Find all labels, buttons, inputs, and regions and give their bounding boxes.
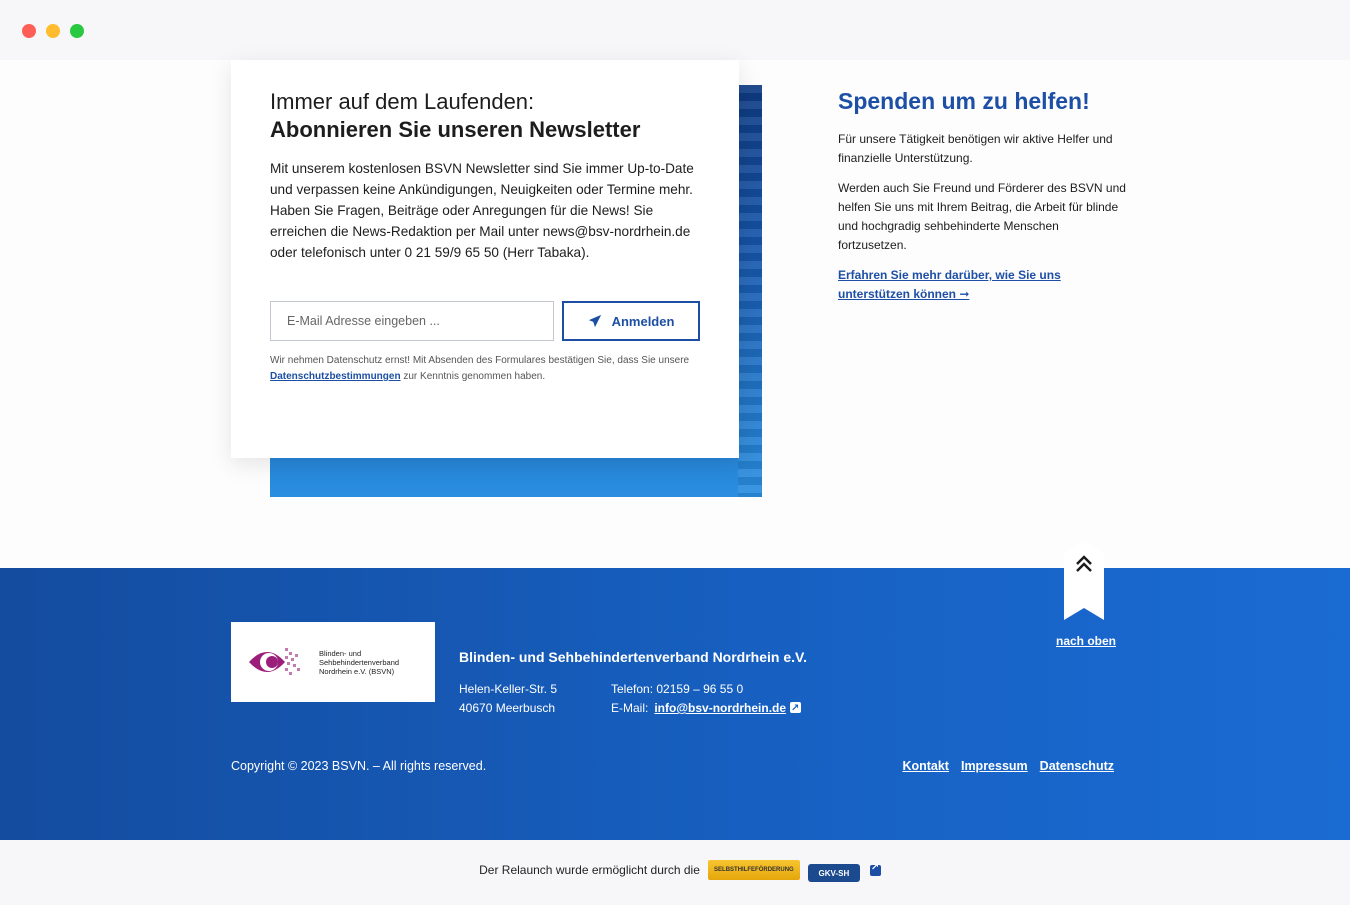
- footer-email-link[interactable]: info@bsv-nordrhein.de: [654, 701, 787, 715]
- newsletter-title: Abonnieren Sie unseren Newsletter: [270, 117, 641, 142]
- email-label: E-Mail:: [611, 701, 649, 715]
- street: Helen-Keller-Str. 5: [459, 682, 558, 696]
- privacy-note-text-end: zur Kenntnis genommen haben.: [400, 371, 546, 382]
- copyright: Copyright © 2023 BSVN. – All rights reserved.: [231, 759, 487, 773]
- eye-logo-icon: [247, 640, 305, 684]
- newsletter-kicker: Immer auf dem Laufenden:: [270, 89, 535, 114]
- phone-label: Telefon:: [611, 682, 654, 696]
- sponsor-bar: [0, 858, 1350, 882]
- footer-link-impressum[interactable]: Impressum: [960, 759, 1028, 773]
- address: [459, 680, 557, 718]
- logo-text: Blinden- und Sehbehindertenverband Nordrhein e.V. (BSVN): [319, 648, 400, 676]
- footer-nav: [902, 759, 1114, 773]
- donate-paragraph-1: Für unsere Tätigkeit benötigen wir aktive Helfer und finanzielle Unterstützung.: [838, 132, 1113, 165]
- external-link-icon: [790, 702, 801, 713]
- back-to-top-button[interactable]: [1064, 542, 1104, 622]
- back-to-top-link[interactable]: nach oben: [1055, 634, 1116, 648]
- email-line: [611, 699, 801, 718]
- maximize-window-dot[interactable]: [70, 24, 84, 38]
- donate-learn-more-link[interactable]: Erfahren Sie mehr darüber, wie Sie uns unterstützen können ➞: [838, 268, 1061, 301]
- privacy-note: [270, 353, 700, 385]
- newsletter-description: Mit unserem kostenlosen BSVN Newsletter sind Sie immer Up-to-Date und verpassen keine Ankündigungen, Neuigkeiten oder Termine mehr. Haben Sie Fragen, Beiträge oder Anregungen für die News! Sie erreichen die News-Redaktion per Mail unter news@bsv-nordrhein.de oder telefonisch unter 0 21 59/9 65 50 (Herr Tabaka).: [270, 161, 694, 260]
- organization-name: Blinden- und Sehbehindertenverband Nordrhein e.V.: [459, 649, 807, 665]
- bsvn-logo[interactable]: [231, 622, 435, 702]
- sponsor-text: Der Relaunch wurde ermöglicht durch die: [479, 863, 700, 877]
- minimize-window-dot[interactable]: [46, 24, 60, 38]
- newsletter-form: [270, 301, 700, 341]
- footer-link-datenschutz[interactable]: Datenschutz: [1039, 759, 1114, 773]
- newsletter-email-input[interactable]: [270, 301, 554, 341]
- city: 40670 Meerbusch: [459, 701, 556, 715]
- gkv-logo[interactable]: GKV-SH: [808, 864, 860, 882]
- site-footer: [0, 568, 1350, 840]
- newsletter-submit-label: Anmelden: [611, 313, 675, 329]
- donate-section: [838, 86, 1128, 304]
- phone-line: [611, 680, 801, 699]
- donate-title: Spenden um zu helfen!: [838, 88, 1090, 114]
- footer-link-kontakt[interactable]: Kontakt: [902, 759, 949, 773]
- window-controls: [22, 24, 84, 38]
- privacy-policy-link[interactable]: Datenschutzbestimmungen: [270, 371, 401, 382]
- phone-number: 02159 – 96 55 0: [656, 682, 744, 696]
- newsletter-card: [231, 60, 739, 458]
- paper-plane-icon: [588, 314, 602, 328]
- close-window-dot[interactable]: [22, 24, 36, 38]
- selbsthilfefoerderung-logo[interactable]: SELBSTHILFEFÖRDERUNG: [708, 860, 800, 880]
- privacy-note-text: Wir nehmen Datenschutz ernst! Mit Absenden des Formulares bestätigen Sie, dass Sie unsere: [270, 355, 690, 366]
- newsletter-submit-button[interactable]: [562, 301, 700, 341]
- donate-paragraph-2: Werden auch Sie Freund und Förderer des BSVN und helfen Sie uns mit Ihrem Beitrag, die Arbeit für blinde und hochgradig sehbehinderte Menschen fortzusetzen.: [838, 181, 1126, 252]
- contact-info: [611, 680, 801, 718]
- external-link-icon[interactable]: [870, 865, 881, 876]
